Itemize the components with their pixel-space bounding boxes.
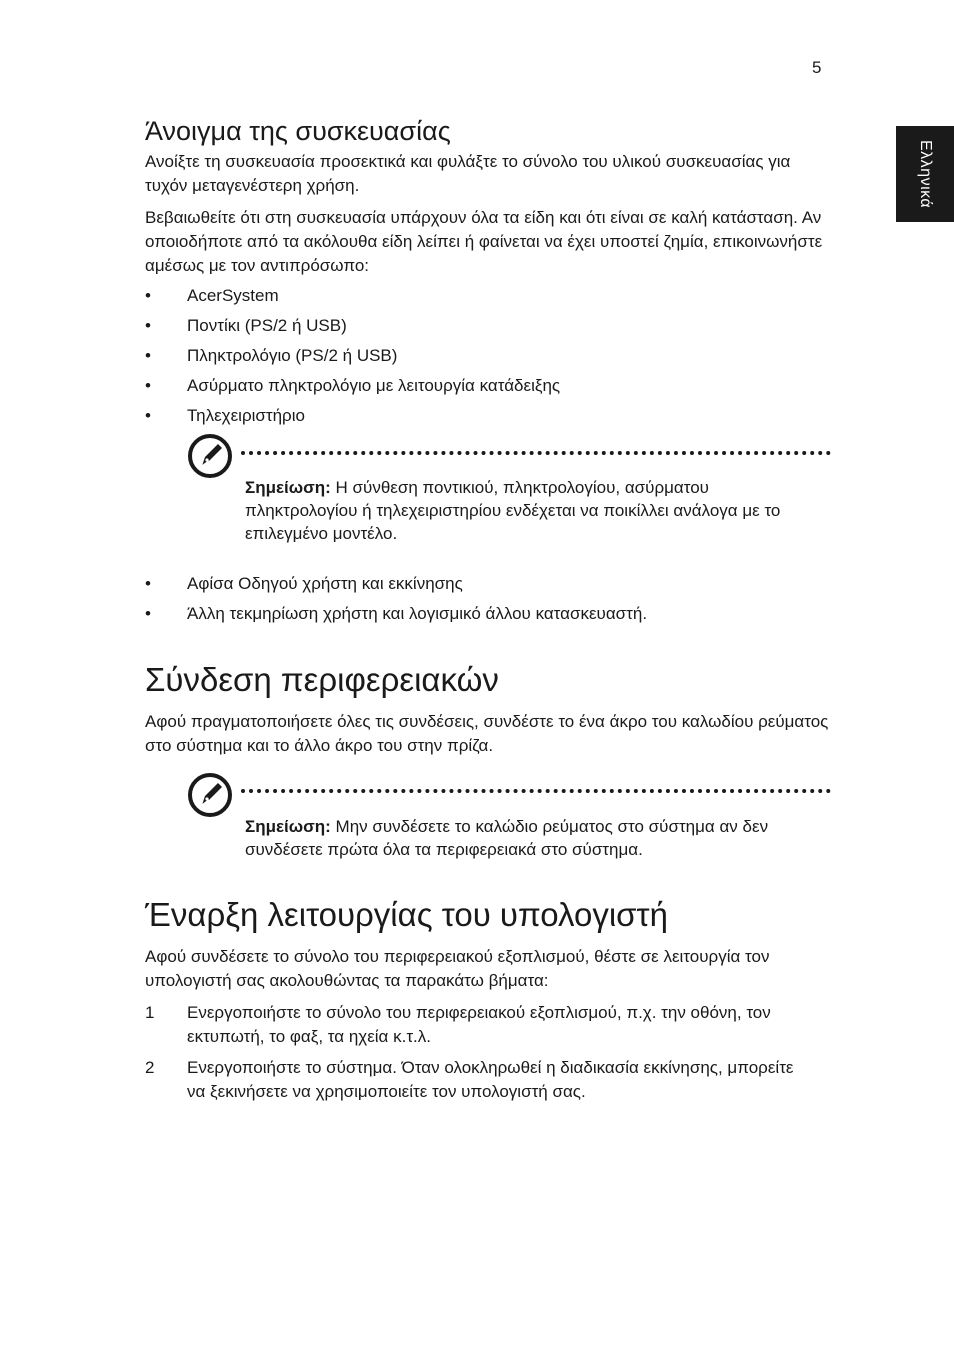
note-unpack (245, 476, 815, 545)
note-body: Η σύνθεση ποντικιού, πληκτρολογίου, ασύρματου πληκτρολογίου ή τηλεχειριστηρίου ενδέχεται να ποικίλλει ανάλογα με το επιλεγμένο μοντέλο. (245, 478, 781, 543)
step-text: Ενεργοποιήστε το σύστημα. Όταν ολοκληρωθεί η διαδικασία εκκίνησης, μπορείτε να ξεκινήσετε να χρησιμοποιείτε τον υπολογιστή σας. (187, 1058, 794, 1101)
connect-paragraph: Αφού πραγματοποιήσετε όλες τις συνδέσεις, συνδέστε το ένα άκρο του καλωδίου ρεύματος στο σύστημα και το άλλο άκρο του στην πρίζα. (145, 712, 829, 755)
list-item-text: Ποντίκι (PS/2 ή USB) (187, 316, 347, 335)
section-title-connect: Σύνδεση περιφερειακών (145, 661, 499, 698)
note-connect (245, 815, 815, 861)
section-title-start: Έναρξη λειτουργίας του υπολογιστή (145, 896, 668, 933)
bullet-mark: • (145, 316, 151, 335)
note-divider (241, 451, 831, 455)
note-divider (241, 789, 831, 793)
note-label: Σημείωση: (245, 817, 331, 836)
list-item-text: Τηλεχειριστήριο (187, 406, 305, 425)
bullet-mark: • (145, 604, 151, 623)
bullet-mark: • (145, 406, 151, 425)
note-body: Μην συνδέσετε το καλώδιο ρεύματος στο σύστημα αν δεν συνδέσετε πρώτα όλα τα περιφερειακά στο σύστημα. (245, 817, 769, 859)
language-tab (896, 126, 954, 222)
list-item-text: Αφίσα Οδηγού χρήστη και εκκίνησης (187, 574, 463, 593)
step-number: 1 (145, 1003, 155, 1022)
bullet-mark: • (145, 346, 151, 365)
step-text: Ενεργοποιήστε το σύνολο του περιφερειακού εξοπλισμού, π.χ. την οθόνη, τον εκτυπωτή, το φαξ, τα ηχεία κ.τ.λ. (187, 1003, 771, 1046)
list-item-text: AcerSystem (187, 286, 279, 305)
bullet-mark: • (145, 574, 151, 593)
list-item-text: Άλλη τεκμηρίωση χρήστη και λογισμικό άλλου κατασκευαστή. (187, 604, 648, 623)
unpack-paragraph-1: Ανοίξτε τη συσκευασία προσεκτικά και φυλάξτε το σύνολο του υλικού συσκευασίας για τυχόν μεταγενέστερη χρήση. (145, 152, 791, 195)
section-title-unpack: Άνοιγμα της συσκευασίας (145, 116, 451, 146)
language-tab-label: Ελληνικά (917, 139, 934, 209)
list-item-text: Ασύρματο πληκτρολόγιο με λειτουργία κατάδειξης (187, 376, 561, 395)
step-number: 2 (145, 1058, 155, 1077)
start-paragraph: Αφού συνδέσετε το σύνολο του περιφερειακού εξοπλισμού, θέστε σε λειτουργία τον υπολογιστή σας ακολουθώντας τα παρακάτω βήματα: (145, 947, 770, 990)
list-item-text: Πληκτρολόγιο (PS/2 ή USB) (187, 346, 398, 365)
bullet-mark: • (145, 286, 151, 305)
note-label: Σημείωση: (245, 478, 331, 497)
bullet-mark: • (145, 376, 151, 395)
note-pen-icon (187, 772, 233, 818)
note-pen-icon (187, 433, 233, 479)
page-number: 5 (812, 58, 822, 77)
unpack-paragraph-2: Βεβαιωθείτε ότι στη συσκευασία υπάρχουν όλα τα είδη και ότι είναι σε καλή κατάσταση. Αν οποιοδήποτε από τα ακόλουθα είδη λείπει ή φαίνεται να έχει υποστεί ζημία, επικοινωνήστε αμέσως με τον αντιπρόσωπο: (145, 208, 823, 275)
